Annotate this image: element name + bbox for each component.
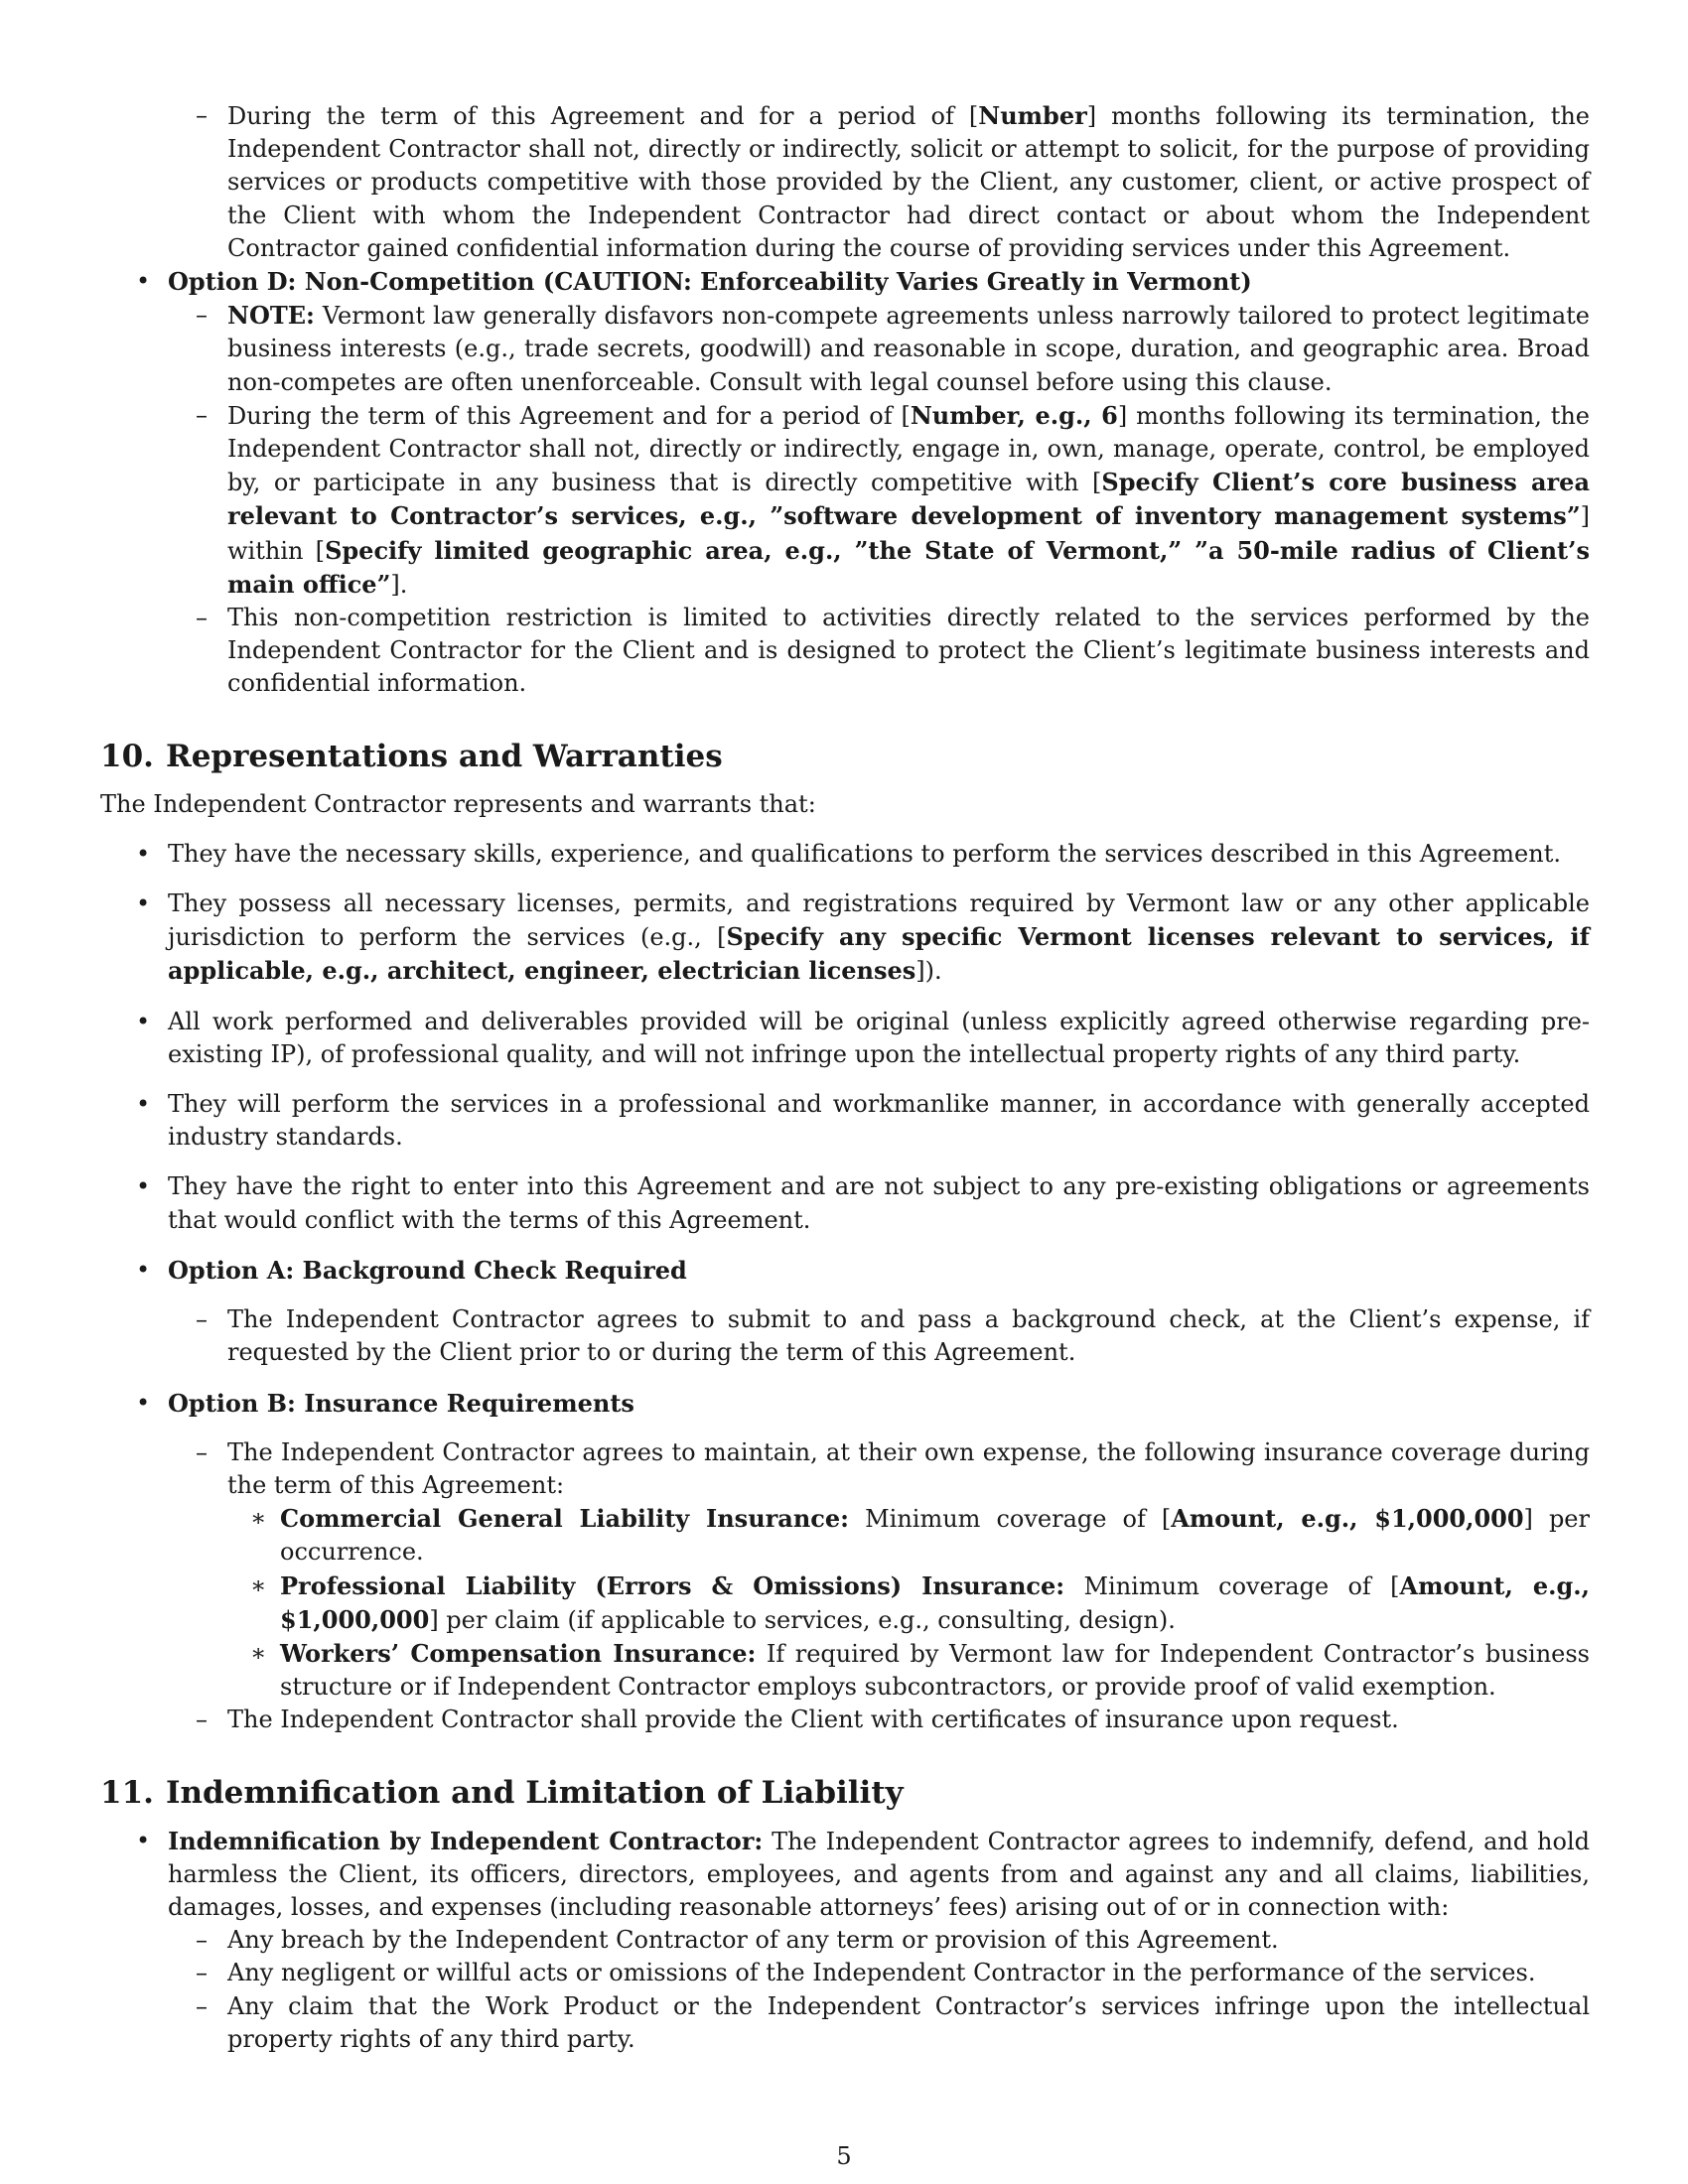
list-item: – The Independent Contractor agrees to submit to and pass a background check, at the Client’s expense, if requested by the Client prior to or during the term of this Agreement. bbox=[196, 1305, 1590, 1367]
list-item: • They possess all necessary licenses, permits, and registrations required by Vermont law or any other applicable jurisdiction to perform the services (e.g., [Specify any specific Vermont licenses relevant to services, if applicable, e.g., architect, engineer, electrician licenses]). bbox=[136, 889, 1591, 986]
bullet-marker: • bbox=[136, 267, 151, 296]
list-item: – Any claim that the Work Product or the Independent Contractor’s services infringe upon the intellectual property rights of any third party. bbox=[196, 1991, 1590, 2053]
option-a-title: Option A: Background Check Required bbox=[168, 1255, 687, 1285]
section-10-intro: The Independent Contractor represents and warrants that: bbox=[100, 789, 816, 818]
bullet-marker: • bbox=[136, 1388, 151, 1417]
dash-marker: – bbox=[196, 1959, 208, 1987]
list-item: – NOTE: Vermont law generally disfavors non-compete agreements unless narrowly tailored to protect legitimate business interests (e.g., trade secrets, goodwill) and reasonable in scope, duration, and geographic area. Broad non-competes are often unenforceable. Consult with legal counsel before using this clause. bbox=[196, 301, 1590, 396]
option-d-title: Option D: Non-Competition (CAUTION: Enforceability Varies Greatly in Vermont) bbox=[168, 267, 1252, 297]
list-item: • They have the right to enter into this Agreement and are not subject to any pre-existing obligations or agreements that would conflict with the terms of this Agreement. bbox=[136, 1172, 1590, 1234]
list-item: – The Independent Contractor agrees to maintain, at their own expense, the following insurance coverage during the term of this Agreement: bbox=[196, 1437, 1590, 1499]
star-marker: ∗ bbox=[250, 1504, 267, 1533]
list-item: ∗ Workers’ Compensation Insurance: If required by Vermont law for Independent Contractor’s business structure or if Independent Contractor employs subcontractors, or provide proof of valid exemption. bbox=[250, 1638, 1590, 1702]
list-item: – During the term of this Agreement and for a period of [Number] months following its termination, the Independent Contractor shall not, directly or indirectly, solicit or attempt to solicit, for the purpose of providing services or products competitive with those provided by the Client, any customer, client, or active prospect of the Client with whom the Independent Contractor had direct contact or about whom the Independent Contractor gained confidential information during the course of providing services under this Agreement. bbox=[196, 101, 1590, 262]
list-item bbox=[100, 265, 1590, 299]
dash-marker: – bbox=[196, 101, 208, 129]
dash-marker: – bbox=[196, 1305, 208, 1334]
bullet-marker: • bbox=[136, 1007, 151, 1035]
dash-marker: – bbox=[196, 1991, 208, 2020]
dash-marker: – bbox=[196, 400, 208, 429]
list-item: • Indemnification by Independent Contractor: The Independent Contractor agrees to indemnify, defend, and hold harmless the Client, its officers, directors, employees, and agents from and against any and all claims, liabilities, damages, losses, and expenses (including reasonable attorneys’ fees) arising out of or in connection with: bbox=[136, 1826, 1590, 1921]
bullet-marker: • bbox=[136, 1172, 151, 1201]
dash-marker: – bbox=[196, 1926, 208, 1955]
dash-marker: – bbox=[196, 1437, 208, 1466]
list-item bbox=[100, 1254, 1590, 1288]
star-marker: ∗ bbox=[250, 1638, 267, 1667]
list-item bbox=[100, 1387, 1590, 1421]
list-item: – The Independent Contractor shall provide the Client with certificates of insurance upon request. bbox=[100, 1704, 1590, 1736]
document-page bbox=[100, 99, 1590, 2056]
dash-marker: – bbox=[196, 301, 208, 330]
section-10-heading: 10. Representations and Warranties bbox=[100, 738, 723, 774]
list-item: – During the term of this Agreement and for a period of [Number, e.g., 6] months following its termination, the Independent Contractor shall not, directly or indirectly, engage in, own, manage, operate, control, be employed by, or participate in any business that is directly competitive with [Specify Client’s core business area relevant to Contractor’s services, e.g., ”software development of inventory management systems”] within [Specify limited geographic area, e.g., ”the State of Vermont,” ”a 50-mile radius of Client’s main office”]. bbox=[196, 400, 1591, 599]
bullet-marker: • bbox=[136, 839, 151, 868]
dash-marker: – bbox=[196, 604, 208, 632]
list-item: • They will perform the services in a professional and workmanlike manner, in accordance with generally accepted industry standards. bbox=[136, 1090, 1590, 1152]
option-b-title: Option B: Insurance Requirements bbox=[168, 1388, 634, 1418]
dash-marker: – bbox=[196, 1706, 208, 1734]
list-item: ∗ Commercial General Liability Insurance: Minimum coverage of [Amount, e.g., $1,000,000] per occurrence. bbox=[250, 1504, 1590, 1567]
list-item: ∗ Professional Liability (Errors & Omissions) Insurance: Minimum coverage of [Amount, e.g., $1,000,000] per claim (if applicable to services, e.g., consulting, design). bbox=[250, 1570, 1590, 1634]
list-item: – This non-competition restriction is limited to activities directly related to the services performed by the Independent Contractor for the Client and is designed to protect the Client’s legitimate business interests and confidential information. bbox=[196, 604, 1590, 698]
page-number: 5 bbox=[836, 2142, 852, 2170]
list-item: – Any negligent or willful acts or omissions of the Independent Contractor in the performance of the services. bbox=[100, 1957, 1590, 1989]
section-11-heading: 11. Indemnification and Limitation of Liability bbox=[100, 1774, 904, 1811]
list-item: • They have the necessary skills, experience, and qualifications to perform the services described in this Agreement. bbox=[100, 838, 1590, 871]
list-item: • All work performed and deliverables provided will be original (unless explicitly agreed otherwise regarding pre-existing IP), of professional quality, and will not infringe upon the intellectual property rights of any third party. bbox=[136, 1007, 1590, 1068]
list-item: – Any breach by the Independent Contractor of any term or provision of this Agreement. bbox=[100, 1924, 1590, 1957]
star-marker: ∗ bbox=[250, 1570, 267, 1599]
bullet-marker: • bbox=[136, 1255, 151, 1284]
bullet-marker: • bbox=[136, 1826, 151, 1854]
bullet-marker: • bbox=[136, 889, 151, 918]
bullet-marker: • bbox=[136, 1090, 151, 1119]
